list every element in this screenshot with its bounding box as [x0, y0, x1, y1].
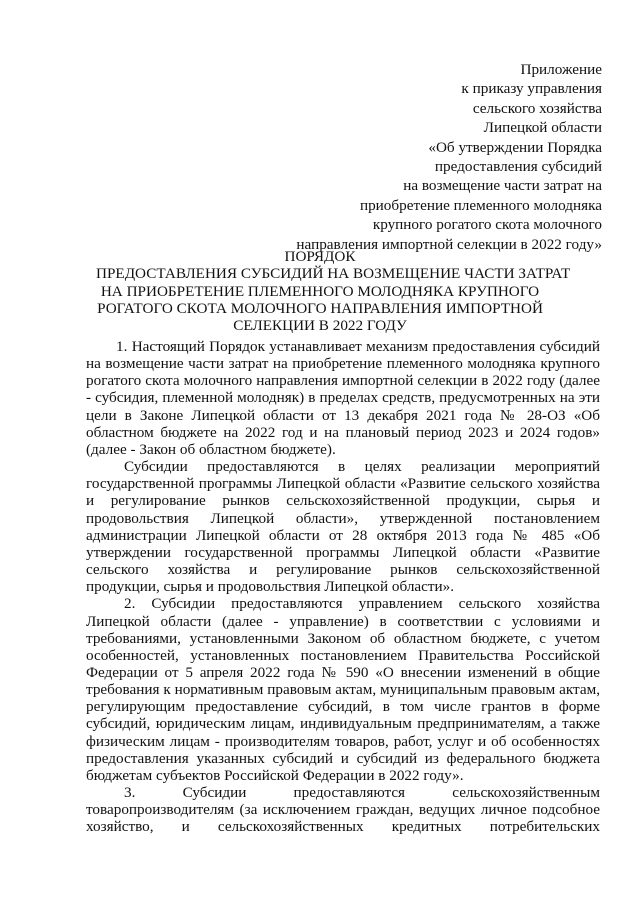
document-title: [96, 248, 571, 335]
appendix-line: предоставления субсидий: [434, 158, 602, 176]
appendix-line: «Об утверждении Порядка: [428, 138, 602, 156]
appendix-line: к приказу управления: [461, 80, 602, 98]
paragraph-1: 1. Настоящий Порядок устанавливает механизм предоставления субсидий на возмещение части затрат на приобретение племенного молодняка крупного рогатого скота молочного направления импортной селекции в 2022 году (далее - субсидия, племенной молодняк) в пределах средств, предусмотренных на эти цели в Законе Липецкой области от 13 декабря 2021 года № 28-ОЗ «Об областном бюджете на 2022 год и на плановый период 2023 и 2024 годов» (далее - Закон об областном бюджете).: [86, 338, 600, 458]
title-line: РОГАТОГО СКОТА МОЛОЧНОГО НАПРАВЛЕНИЯ ИМПОРТНОЙ: [97, 299, 543, 317]
appendix-line: направления импортной селекции в 2022 году»: [296, 235, 602, 253]
paragraph-3: 3. Субсидии предоставляются сельскохозяйственным товаропроизводителям (за исключением граждан, ведущих личное подсобное хозяйство, и сельскохозяйственных кредитных потребительских: [86, 784, 600, 836]
appendix-header: [262, 60, 602, 254]
appendix-line: сельского хозяйства: [472, 99, 602, 117]
appendix-line: Приложение: [520, 61, 602, 78]
title-line: СЕЛЕКЦИИ В 2022 ГОДУ: [233, 317, 407, 335]
title-line: ПОРЯДОК: [284, 248, 356, 265]
paragraph-2: 2. Субсидии предоставляются управлением сельского хозяйства Липецкой области (далее - управление) в соответствии с условиями и требованиями, установленными Законом об областном бюджете, с учетом особенностей, установленных постановлением Правительства Российской Федерации от 5 апреля 2022 года № 590 «О внесении изменений в общие требования к нормативным правовым актам, муниципальным правовым актам, регулирующим предоставление субсидий, в том числе грантов в форме субсидий, юридическим лицам, индивидуальным предпринимателям, а также физическим лицам - производителям товаров, работ, услуг и об особенностях предоставления указанных субсидий и субсидий из федерального бюджета бюджетам субъектов Российской Федерации в 2022 году».: [86, 595, 600, 784]
appendix-line: приобретение племенного молодняка: [359, 196, 602, 214]
document-body: [86, 338, 600, 836]
appendix-line: Липецкой области: [483, 119, 602, 137]
appendix-line: на возмещение части затрат на: [403, 177, 602, 195]
appendix-line: крупного рогатого скота молочного: [372, 216, 602, 234]
title-line: НА ПРИОБРЕТЕНИЕ ПЛЕМЕННОГО МОЛОДНЯКА КРУПНОГО: [100, 282, 540, 300]
title-line: ПРЕДОСТАВЛЕНИЯ СУБСИДИЙ НА ВОЗМЕЩЕНИЕ ЧАСТИ ЗАТРАТ: [96, 265, 571, 283]
paragraph-goals: Субсидии предоставляются в целях реализации мероприятий государственной программы Липецкой области «Развитие сельского хозяйства и регулирование рынков сельскохозяйственной продукции, сырья и продовольствия Липецкой области», утвержденной постановлением администрации Липецкой области от 28 октября 2013 года № 485 «Об утверждении государственной программы Липецкой области «Развитие сельского хозяйства и регулирование рынков сельскохозяйственной продукции, сырья и продовольствия Липецкой области».: [86, 458, 600, 596]
